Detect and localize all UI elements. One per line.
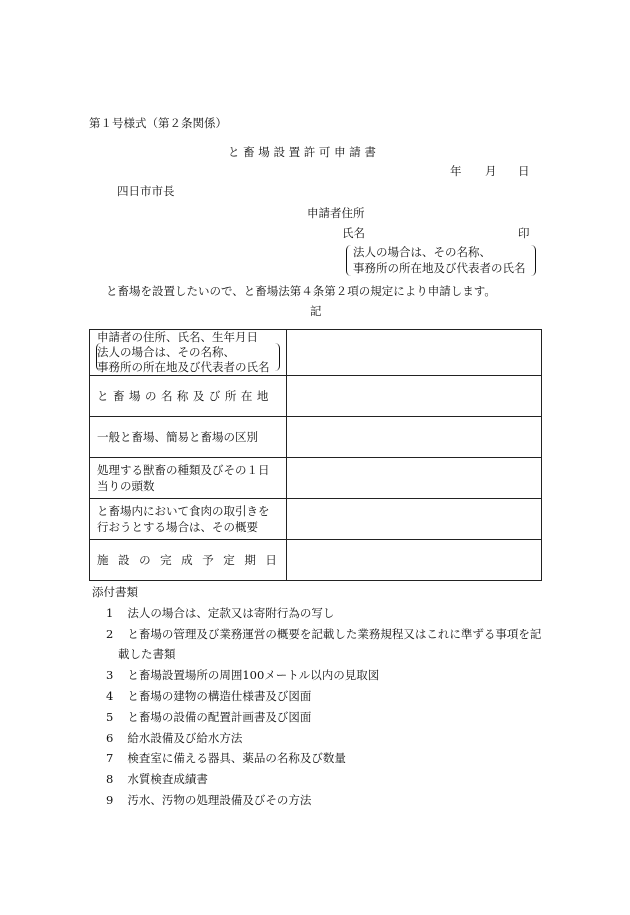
attachments-heading: 添付書類 [92,585,138,599]
document-title: と 畜 場 設 置 許 可 申 請 書 [228,145,376,159]
table-row [90,416,542,457]
row2-label: と畜場の名称及び所在地 [97,388,273,403]
date-month-label: 月 [485,164,497,178]
list-item: 5 と畜場の設備の配置計画書及び図面 [106,710,312,724]
row-value-type[interactable] [287,416,542,457]
row1-line-2: 法人の場合は、その名称、 [97,344,235,359]
row-label-meat-trade [90,498,287,539]
row3-label: 一般と畜場、簡易と畜場の区別 [97,429,258,444]
table-row [90,498,542,539]
row-label-livestock [90,457,287,498]
form-number: 第１号様式（第２条関係） [89,116,227,130]
row-value-livestock[interactable] [287,457,542,498]
list-item: 4 と畜場の建物の構造仕様書及び図面 [106,689,312,703]
date-year-label: 年 [450,164,462,178]
list-item: 3 と畜場設置場所の周囲100メートル以内の見取図 [106,668,380,682]
row-label-facility-name [90,375,287,416]
row4-line-2: 当りの頭数 [97,478,155,493]
list-item: 1 法人の場合は、定款又は寄附行為の写し [106,606,335,620]
table-row [90,539,542,580]
row-value-completion-date[interactable] [287,539,542,580]
row-value-meat-trade[interactable] [287,498,542,539]
table-row [90,457,542,498]
addressee: 四日市市長 [117,184,175,198]
applicant-address-label: 申請者住所 [307,206,365,220]
list-item: 6 給水設備及び給水方法 [106,731,243,745]
row6-label: 施設の完成予定期日 [97,552,287,567]
list-item: 2 と畜場の管理及び業務運営の概要を記載した業務規程又はこれに準ずる事項を記 [106,627,542,641]
date-day-label: 日 [518,164,530,178]
row-label-completion-date [90,539,287,580]
row-label-type [90,416,287,457]
table-row [90,375,542,416]
row1-line-1: 申請者の住所、氏名、生年月日 [97,330,258,344]
ki-heading: 記 [310,304,322,318]
row1-corp-bracket [96,343,280,371]
row4-line-1: 処理する獣畜の種類及びその１日 [97,462,270,477]
corporation-note-bracket [346,245,536,276]
list-item: 9 汚水、汚物の処理設備及びその方法 [106,793,312,807]
corporation-note-line-1: 法人の場合は、その名称、 [353,245,491,259]
corporation-note-line-2: 事務所の所在地及び代表者の氏名 [353,261,526,275]
list-item: 8 水質検査成績書 [106,772,208,786]
body-text: と畜場を設置したいので、と畜場法第４条第２項の規定により申請します。 [106,284,496,298]
applicant-name-label: 氏名 [342,226,365,240]
row1-line-3: 事務所の所在地及び代表者の氏名 [97,359,270,374]
row5-line-2: 行おうとする場合は、その概要 [97,519,258,534]
row-value-facility-name[interactable] [287,375,542,416]
row-value-applicant[interactable] [287,330,542,376]
seal-mark: 印 [518,226,530,240]
row5-line-1: と畜場内において食肉の取引きを [97,503,270,518]
list-item: 7 検査室に備える器具、薬品の名称及び数量 [106,751,346,765]
list-item: 載した書類 [118,647,176,661]
